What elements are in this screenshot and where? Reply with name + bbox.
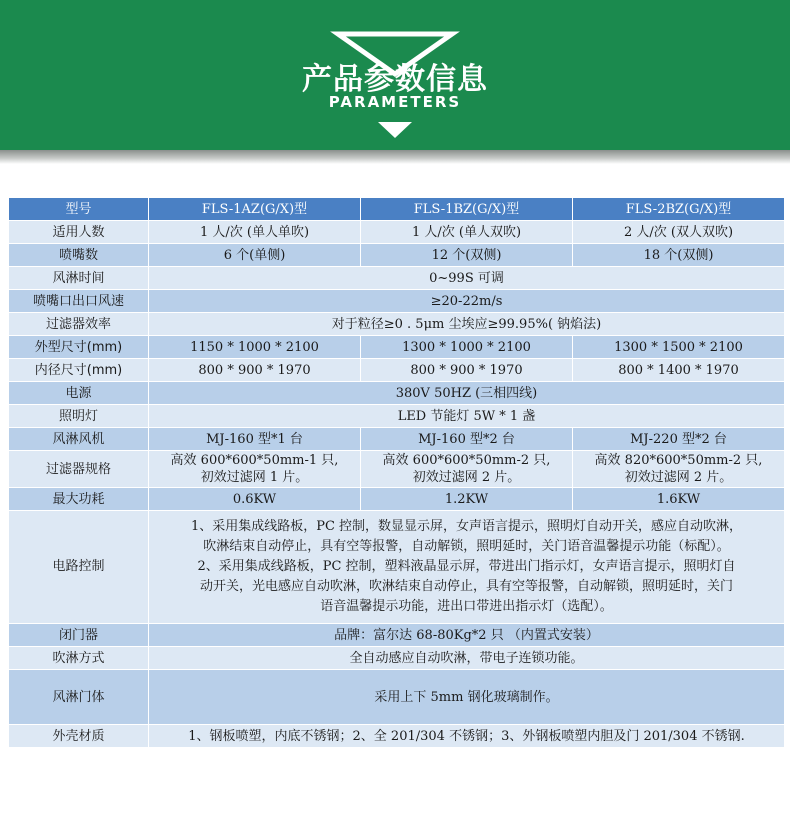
cell-line: 高效 600*600*50mm-1 只,	[170, 453, 339, 468]
table-cell: 采用上下 5mm 钢化玻璃制作。	[149, 670, 785, 725]
model-2: FLS-1BZ(G/X)型	[361, 198, 573, 221]
table-header-row	[9, 198, 785, 221]
table-cell: 2 人/次 (双人双吹)	[573, 221, 785, 244]
table-cell: 800 * 900 * 1970	[149, 359, 361, 382]
table-cell: 1 人/次 (单人单吹)	[149, 221, 361, 244]
table-row	[9, 336, 785, 359]
row-label: 风淋门体	[9, 670, 149, 725]
model-1: FLS-1AZ(G/X)型	[149, 198, 361, 221]
cell-line: 初效过滤网 1 片。	[200, 470, 309, 485]
table-cell: ≥20-22m/s	[149, 290, 785, 313]
model-3: FLS-2BZ(G/X)型	[573, 198, 785, 221]
table-row	[9, 221, 785, 244]
row-label: 外壳材质	[9, 725, 149, 748]
table-cell: 对于粒径≥0 . 5μm 尘埃应≥99.95%( 钠焰法)	[149, 313, 785, 336]
table-row	[9, 405, 785, 428]
cell-line: 语音温馨提示功能，进出口带进出指示灯（选配）。	[320, 599, 613, 614]
table-cell: 1150 * 1000 * 2100	[149, 336, 361, 359]
table-cell: 1.2KW	[361, 488, 573, 511]
table-row	[9, 290, 785, 313]
table-row	[9, 451, 785, 488]
row-label: 过滤器规格	[9, 451, 149, 488]
table-cell: 1 人/次 (单人双吹)	[361, 221, 573, 244]
cell-line: 初效过滤网 2 片。	[412, 470, 521, 485]
cell-line: 吹淋结束自动停止，具有空等报警，自动解锁，照明延时，关门语音温馨提示功能（标配）。	[203, 539, 730, 554]
row-label: 喷嘴数	[9, 244, 149, 267]
table-cell: 800 * 900 * 1970	[361, 359, 573, 382]
table-cell: MJ-220 型*2 台	[573, 428, 785, 451]
table-cell: 1.6KW	[573, 488, 785, 511]
cell-line: 初效过滤网 2 片。	[624, 470, 733, 485]
table-cell: 380V 50HZ (三相四线)	[149, 382, 785, 405]
row-label: 内径尺寸(mm)	[9, 359, 149, 382]
table-cell: 1300 * 1500 * 2100	[573, 336, 785, 359]
table-row	[9, 244, 785, 267]
table-cell: MJ-160 型*1 台	[149, 428, 361, 451]
cell-line: 2、采用集成线路板，PC 控制，塑料液晶显示屏，带进出门指示灯，女声语言提示，照明灯自	[197, 559, 736, 574]
page-subtitle: PARAMETERS	[328, 93, 462, 111]
table-cell	[149, 511, 785, 624]
table-cell: 0.6KW	[149, 488, 361, 511]
table-cell: 800 * 1400 * 1970	[573, 359, 785, 382]
table-row	[9, 428, 785, 451]
table-row	[9, 382, 785, 405]
table-row	[9, 488, 785, 511]
table-row	[9, 511, 785, 624]
row-label: 闭门器	[9, 624, 149, 647]
table-row	[9, 647, 785, 670]
row-label: 外型尺寸(mm)	[9, 336, 149, 359]
cell-line: 1、采用集成线路板，PC 控制，数显显示屏，女声语言提示，照明灯自动开关，感应自动吹淋，	[190, 519, 743, 534]
row-label: 风淋时间	[9, 267, 149, 290]
table-cell	[361, 451, 573, 488]
table-row	[9, 624, 785, 647]
row-label: 吹淋方式	[9, 647, 149, 670]
row-label: 适用人数	[9, 221, 149, 244]
row-label: 电源	[9, 382, 149, 405]
header-label: 型号	[9, 198, 149, 221]
table-cell: 18 个(双侧)	[573, 244, 785, 267]
row-label: 喷嘴口出口风速	[9, 290, 149, 313]
header-banner	[0, 0, 790, 150]
cell-line: 高效 600*600*50mm-2 只,	[382, 453, 551, 468]
parameters-table	[8, 197, 785, 748]
table-row	[9, 359, 785, 382]
page-title: 产品参数信息	[302, 62, 488, 97]
table-cell: 1、钢板喷塑，内底不锈钢；2、全 201/304 不锈钢；3、外钢板喷塑内胆及门 201/304 不锈钢.	[149, 725, 785, 748]
table-cell: 1300 * 1000 * 2100	[361, 336, 573, 359]
table-cell	[573, 451, 785, 488]
table-cell: 6 个(单侧)	[149, 244, 361, 267]
table-cell: LED 节能灯 5W * 1 盏	[149, 405, 785, 428]
row-label: 最大功耗	[9, 488, 149, 511]
table-cell: MJ-160 型*2 台	[361, 428, 573, 451]
row-label: 照明灯	[9, 405, 149, 428]
cell-line: 动开关，光电感应自动吹淋，吹淋结束自动停止，具有空等报警，自动解锁，照明延时，关门	[199, 579, 733, 594]
table-row	[9, 670, 785, 725]
table-cell: 12 个(双侧)	[361, 244, 573, 267]
row-label: 过滤器效率	[9, 313, 149, 336]
table-row	[9, 725, 785, 748]
table-row	[9, 313, 785, 336]
row-label: 风淋风机	[9, 428, 149, 451]
banner-shadow	[0, 150, 790, 164]
row-label: 电路控制	[9, 511, 149, 624]
table-cell: 0~99S 可调	[149, 267, 785, 290]
table-cell	[149, 451, 361, 488]
table-cell: 全自动感应自动吹淋，带电子连锁功能。	[149, 647, 785, 670]
cell-line: 高效 820*600*50mm-2 只,	[594, 453, 763, 468]
table-cell: 品牌：富尔达 68-80Kg*2 只 （内置式安装）	[149, 624, 785, 647]
table-row	[9, 267, 785, 290]
